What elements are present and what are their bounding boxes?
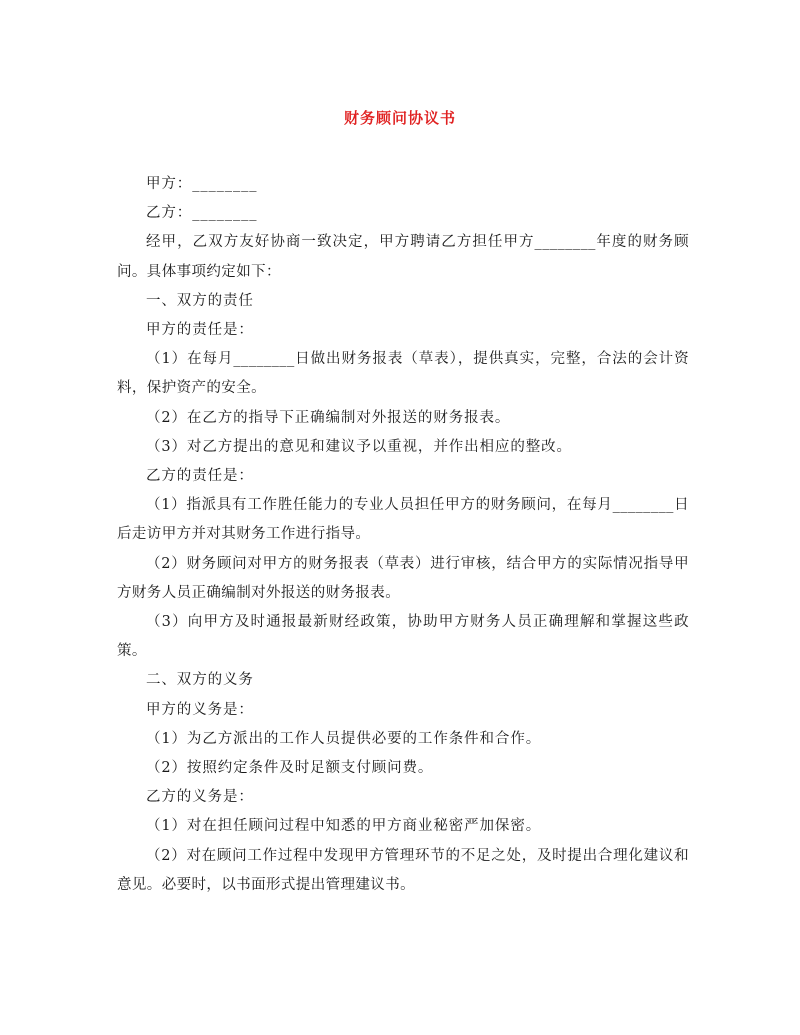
party-a-responsibility-3: （3）对乙方提出的意见和建议予以重视，并作出相应的整改。 — [146, 438, 572, 455]
intro-paragraph: 经甲，乙双方友好协商一致决定，甲方聘请乙方担任甲方________年度的财务顾问。具体事项约定如下： — [117, 234, 689, 280]
party-b-obligations-heading: 乙方的义务是： — [146, 789, 254, 806]
party-a-responsibility-1: （1）在每月________日做出财务报表（草表），提供真实，完整，合法的会计资料，保护资产的安全。 — [117, 351, 689, 397]
party-b-obligation-2: （2）对在顾问工作过程中发现甲方管理环节的不足之处，及时提出合理化建议和意见。必要时，以书面形式提出管理建议书。 — [117, 847, 689, 893]
party-a-obligation-1: （1）为乙方派出的工作人员提供必要的工作条件和合作。 — [146, 730, 542, 747]
document-body — [117, 170, 689, 900]
party-b-responsibilities-heading: 乙方的责任是： — [146, 468, 254, 485]
party-a-obligation-2: （2）按照约定条件及时足额支付顾问费。 — [146, 760, 434, 777]
party-a-line: 甲方：________ — [146, 176, 258, 192]
section-heading-responsibilities: 一、双方的责任 — [146, 292, 254, 309]
party-a-responsibilities-heading: 甲方的责任是： — [146, 322, 254, 339]
section-heading-obligations: 二、双方的义务 — [146, 672, 254, 689]
party-b-line: 乙方：________ — [146, 205, 258, 222]
party-a-responsibility-2: （2）在乙方的指导下正确编制对外报送的财务报表。 — [146, 409, 511, 426]
party-b-obligation-1: （1）对在担任顾问过程中知悉的甲方商业秘密严加保密。 — [146, 818, 542, 835]
party-b-responsibility-2: （2）财务顾问对甲方的财务报表（草表）进行审核，结合甲方的实际情况指导甲方财务人员正确编制对外报送的财务报表。 — [117, 555, 689, 601]
party-b-responsibility-3: （3）向甲方及时通报最新财经政策，协助甲方财务人员正确理解和掌握这些政策。 — [117, 614, 689, 660]
document-title: 财务顾问协议书 — [343, 109, 456, 127]
party-b-responsibility-1: （1）指派具有工作胜任能力的专业人员担任甲方的财务顾问，在每月________日后走访甲方并对其财务工作进行指导。 — [117, 497, 689, 543]
party-a-obligations-heading: 甲方的义务是： — [146, 701, 254, 718]
